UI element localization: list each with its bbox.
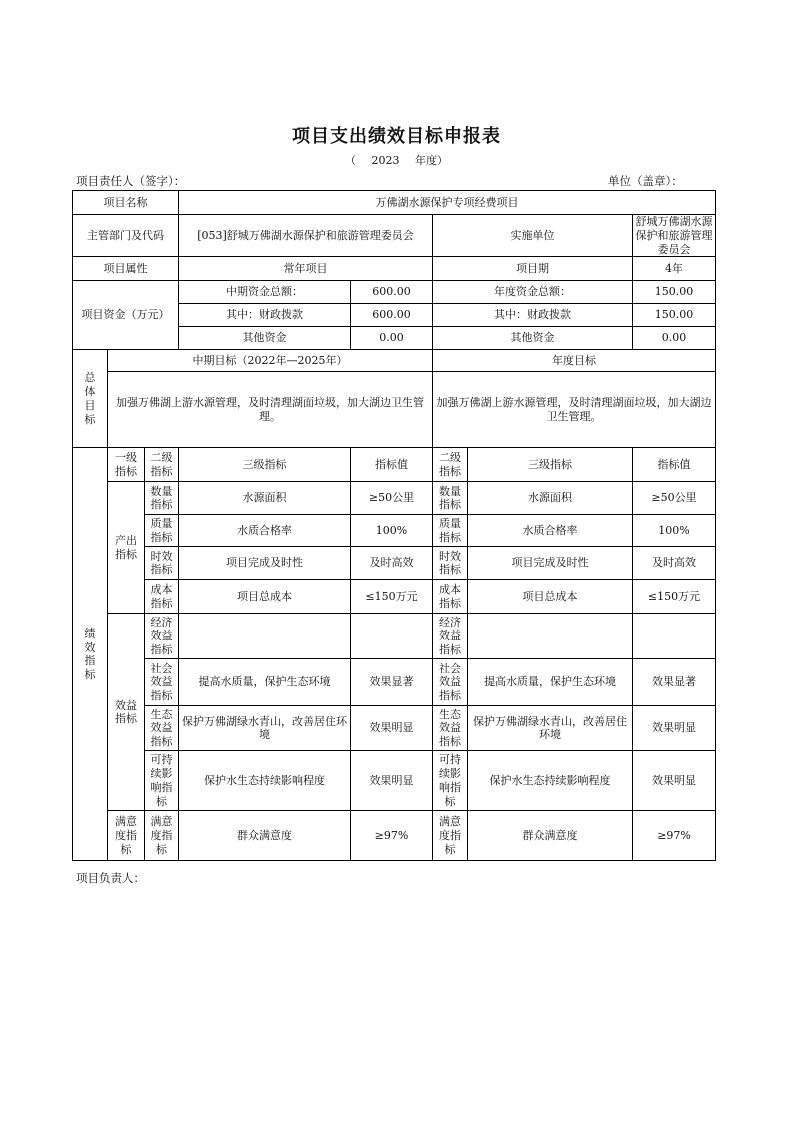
level3-cell	[179, 614, 351, 659]
output-indicator-group: 产出指标	[108, 482, 145, 614]
indicator-row	[73, 580, 716, 614]
level3-cell: 水源面积	[179, 482, 351, 515]
level3-cell: 项目总成本	[179, 580, 351, 614]
level2-cell-year: 质量指标	[433, 515, 468, 547]
row-attribute	[73, 257, 716, 281]
level2-cell: 时效指标	[145, 547, 179, 580]
mid-other-value: 0.00	[351, 327, 433, 350]
project-leader-label: 项目负责人：	[76, 871, 145, 885]
project-period-label: 项目期	[433, 257, 633, 281]
project-name-label: 项目名称	[73, 191, 179, 215]
department-value: [053]舒城万佛湖水源保护和旅游管理委员会	[179, 215, 433, 257]
effect-indicator-group: 效益指标	[108, 614, 145, 811]
value-header-year: 指标值	[633, 448, 716, 482]
year-value: 2023	[371, 154, 400, 167]
mid-total-value: 600.00	[351, 281, 433, 304]
level2-cell-year: 成本指标	[433, 580, 468, 614]
mid-goal-text: 加强万佛湖上游水源管理，及时清理湖面垃圾，加大湖边卫生管理。	[108, 372, 433, 448]
value-cell: 及时高效	[351, 547, 433, 580]
indicator-row	[73, 482, 716, 515]
row-indicator-header	[73, 448, 716, 482]
indicator-row	[73, 811, 716, 861]
overall-goal-label: 总体目标	[73, 350, 108, 448]
level2-cell-year: 生态效益指标	[433, 706, 468, 751]
value-cell-year	[633, 614, 716, 659]
level3-cell-year: 保护水生态持续影响程度	[468, 751, 633, 811]
implementing-unit-value: 舒城万佛湖水源保护和旅游管理委员会	[633, 215, 716, 257]
level2-cell-year: 可持续影响指标	[433, 751, 468, 811]
level3-cell: 保护水生态持续影响程度	[179, 751, 351, 811]
indicator-row	[73, 614, 716, 659]
mid-fiscal-label: 其中：财政拨款	[179, 304, 351, 327]
value-header: 指标值	[351, 448, 433, 482]
level3-cell-year	[468, 614, 633, 659]
level2-cell: 质量指标	[145, 515, 179, 547]
value-cell-year: 效果明显	[633, 706, 716, 751]
level2-cell: 满意度指标	[145, 811, 179, 861]
year-unit: 年度）	[415, 154, 448, 167]
value-cell-year: 及时高效	[633, 547, 716, 580]
project-name-value: 万佛湖水源保护专项经费项目	[179, 191, 716, 215]
project-funds-label: 项目资金（万元）	[73, 281, 179, 350]
level3-cell-year: 提高水质量，保护生态环境	[468, 659, 633, 706]
year-fiscal-label: 其中：财政拨款	[433, 304, 633, 327]
page-title: 项目支出绩效目标申报表	[292, 126, 501, 147]
year-total-value: 150.00	[633, 281, 716, 304]
level2-cell: 可持续影响指标	[145, 751, 179, 811]
project-attribute-label: 项目属性	[73, 257, 179, 281]
year-open: （	[345, 154, 356, 167]
level3-cell-year: 群众满意度	[468, 811, 633, 861]
level3-header-year: 三级指标	[468, 448, 633, 482]
mid-goal-header: 中期目标（2022年—2025年）	[108, 350, 433, 372]
level2-cell-year: 时效指标	[433, 547, 468, 580]
responsible-signature-label: 项目责任人（签字）：	[76, 174, 186, 188]
value-cell-year: 效果明显	[633, 751, 716, 811]
year-other-value: 0.00	[633, 327, 716, 350]
value-cell: ≤150万元	[351, 580, 433, 614]
level3-cell-year: 项目完成及时性	[468, 547, 633, 580]
level3-cell: 群众满意度	[179, 811, 351, 861]
performance-target-table	[72, 190, 716, 861]
value-cell: 100%	[351, 515, 433, 547]
project-period-value: 4年	[633, 257, 716, 281]
value-cell-year: ≥50公里	[633, 482, 716, 515]
level3-header: 三级指标	[179, 448, 351, 482]
level3-cell-year: 水质合格率	[468, 515, 633, 547]
level2-cell: 生态效益指标	[145, 706, 179, 751]
year-goal-text: 加强万佛湖上游水源管理，及时清理湖面垃圾，加大湖边卫生管理。	[433, 372, 716, 448]
value-cell-year: ≤150万元	[633, 580, 716, 614]
level3-cell: 项目完成及时性	[179, 547, 351, 580]
level2-cell: 社会效益指标	[145, 659, 179, 706]
value-cell: 效果明显	[351, 706, 433, 751]
level2-cell: 数量指标	[145, 482, 179, 515]
department-label: 主管部门及代码	[73, 215, 179, 257]
project-attribute-value: 常年项目	[179, 257, 433, 281]
performance-indicator-label: 绩效指标	[73, 448, 108, 861]
indicator-row	[73, 547, 716, 580]
level2-cell: 成本指标	[145, 580, 179, 614]
row-department	[73, 215, 716, 257]
value-cell-year: 效果显著	[633, 659, 716, 706]
level3-cell-year: 水源面积	[468, 482, 633, 515]
level3-cell: 提高水质量，保护生态环境	[179, 659, 351, 706]
mid-fiscal-value: 600.00	[351, 304, 433, 327]
level2-header-year: 二级指标	[433, 448, 468, 482]
level2-cell-year: 数量指标	[433, 482, 468, 515]
indicator-row	[73, 706, 716, 751]
implementing-unit-label: 实施单位	[433, 215, 633, 257]
value-cell	[351, 614, 433, 659]
year-goal-header: 年度目标	[433, 350, 716, 372]
level3-cell-year: 保护万佛湖绿水青山，改善居住环境	[468, 706, 633, 751]
mid-other-label: 其他资金	[179, 327, 351, 350]
level3-cell: 保护万佛湖绿水青山，改善居住环境	[179, 706, 351, 751]
level1-header: 一级指标	[108, 448, 145, 482]
year-line	[0, 152, 793, 168]
level3-cell: 水质合格率	[179, 515, 351, 547]
value-cell-year: ≥97%	[633, 811, 716, 861]
value-cell: 效果显著	[351, 659, 433, 706]
mid-total-label: 中期资金总额：	[179, 281, 351, 304]
value-cell: 效果明显	[351, 751, 433, 811]
unit-seal-label: 单位（盖章）：	[608, 174, 683, 188]
level2-cell-year: 满意度指标	[433, 811, 468, 861]
value-cell: ≥50公里	[351, 482, 433, 515]
row-goals-text	[73, 372, 716, 448]
level2-cell-year: 经济效益指标	[433, 614, 468, 659]
indicator-row	[73, 515, 716, 547]
row-goals-header	[73, 350, 716, 372]
indicator-row	[73, 659, 716, 706]
level2-cell: 经济效益指标	[145, 614, 179, 659]
year-total-label: 年度资金总额：	[433, 281, 633, 304]
row-project-name	[73, 191, 716, 215]
indicator-row	[73, 751, 716, 811]
level2-cell-year: 社会效益指标	[433, 659, 468, 706]
year-other-label: 其他资金	[433, 327, 633, 350]
row-funds-total	[73, 281, 716, 304]
year-fiscal-value: 150.00	[633, 304, 716, 327]
level2-header: 二级指标	[145, 448, 179, 482]
value-cell-year: 100%	[633, 515, 716, 547]
value-cell: ≥97%	[351, 811, 433, 861]
satisfaction-indicator-group: 满意度指标	[108, 811, 145, 861]
level3-cell-year: 项目总成本	[468, 580, 633, 614]
